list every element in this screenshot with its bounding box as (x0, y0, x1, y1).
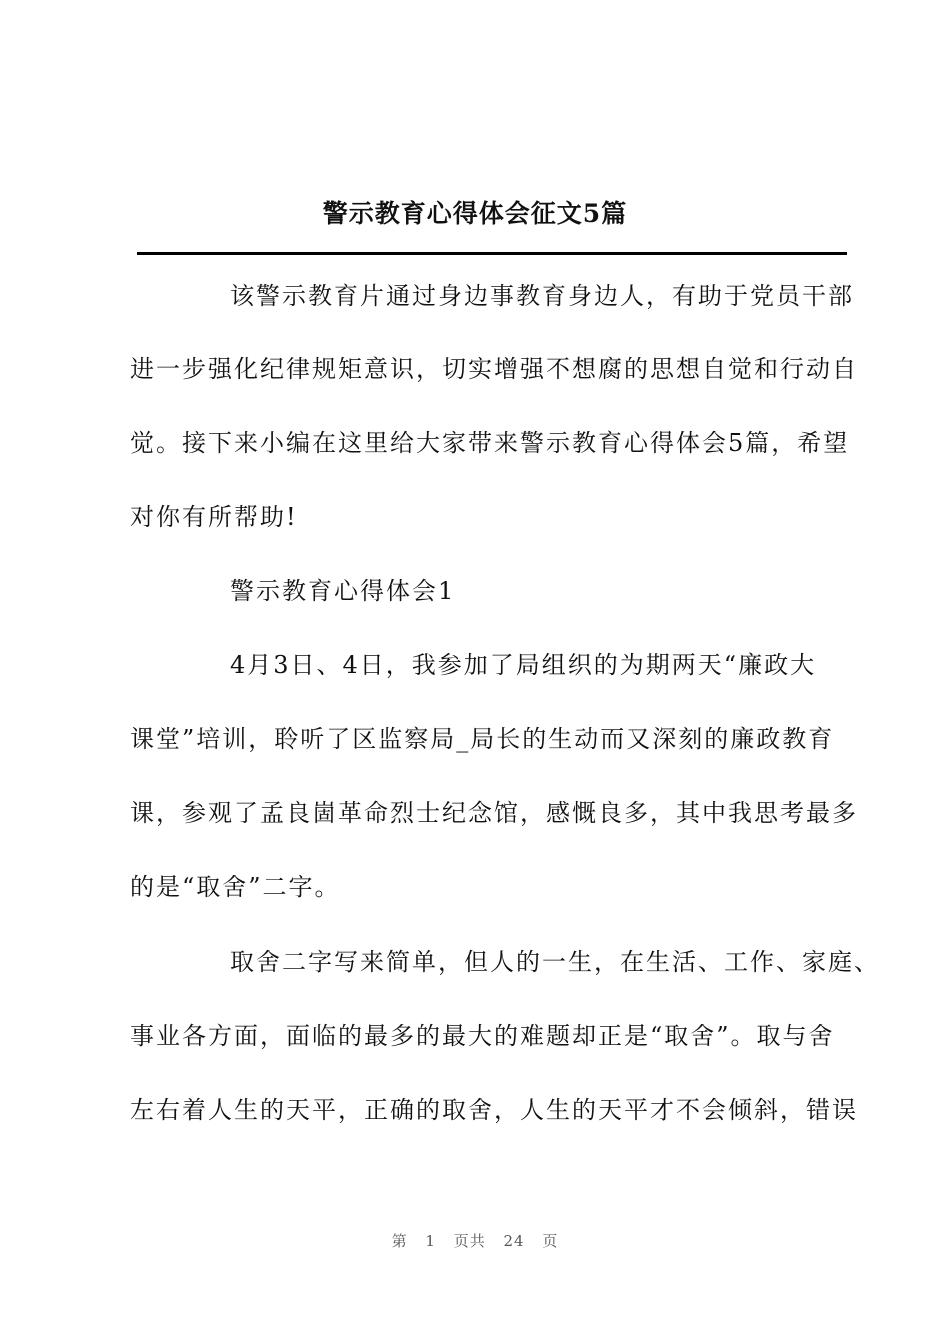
footer-total-pages: 24 (503, 1232, 525, 1250)
paragraph-line: 对你有所帮助! (130, 503, 298, 531)
paragraph-line: 4月3日、4日，我参加了局组织的为期两天“廉政大 (230, 651, 817, 679)
paragraph-line: 觉。接下来小编在这里给大家带来警示教育心得体会5篇，希望 (130, 429, 850, 457)
paragraph-line: 事业各方面，面临的最多的最大的难题却正是“取舍”。取与舍 (130, 1022, 835, 1050)
footer-page-number: 1 (425, 1232, 436, 1250)
footer-prefix: 第 (391, 1232, 408, 1250)
paragraph-line: 课，参观了孟良崮革命烈士纪念馆，感慨良多，其中我思考最多 (130, 799, 858, 827)
page-footer (0, 1230, 950, 1251)
paragraph-line: 左右着人生的天平，正确的取舍，人生的天平才不会倾斜，错误 (130, 1096, 858, 1124)
paragraph-line: 的是“取舍”二字。 (130, 873, 341, 901)
paragraph-line: 进一步强化纪律规矩意识，切实增强不想腐的思想自觉和行动自 (130, 355, 858, 383)
document-title: 警示教育心得体会征文5篇 (322, 199, 628, 228)
paragraph-line: 取舍二字写来简单，但人的一生，在生活、工作、家庭、 (230, 948, 880, 976)
paragraph-line: 课堂”培训，聆听了区监察局_局长的生动而又深刻的廉政教育 (130, 725, 835, 753)
title-underline (137, 252, 847, 255)
footer-suffix: 页 (542, 1232, 559, 1250)
section-heading: 警示教育心得体会1 (230, 577, 456, 605)
paragraph-line: 该警示教育片通过身边事教育身边人，有助于党员干部 (230, 282, 854, 310)
footer-middle: 页共 (453, 1232, 486, 1250)
